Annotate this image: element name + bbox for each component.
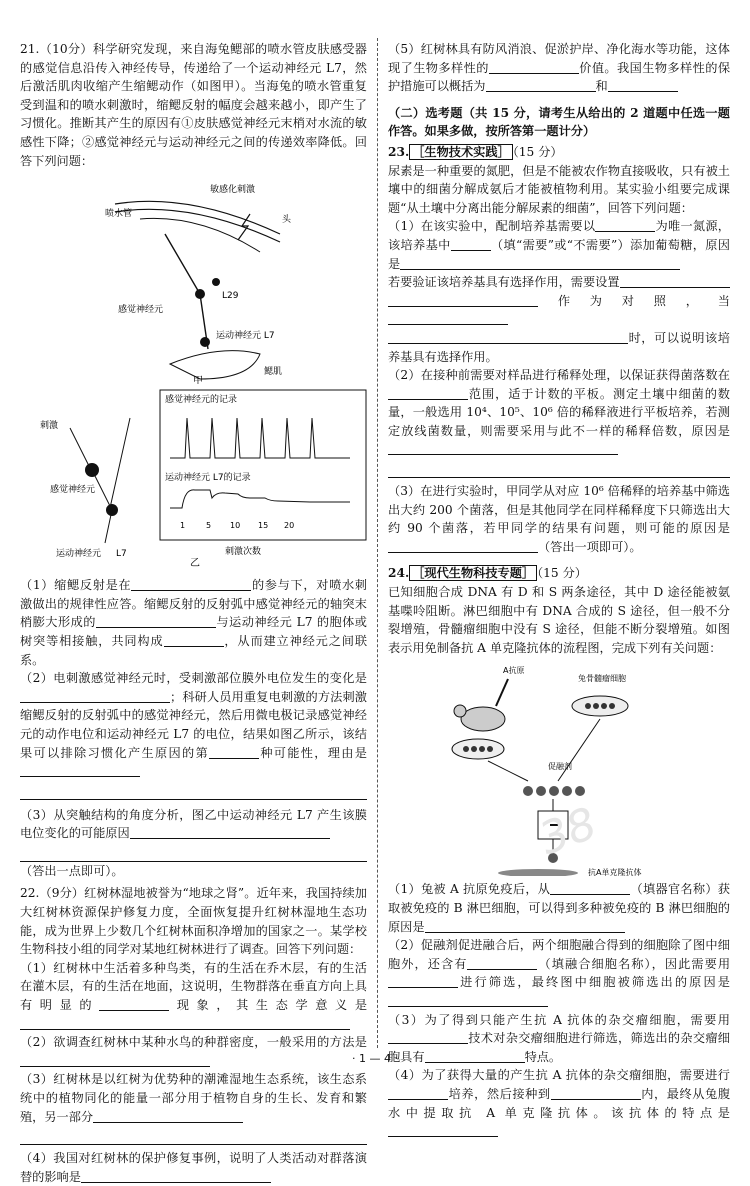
q23-blank-10[interactable] <box>388 539 538 553</box>
q24-s1a: （1）兔被 A 抗原免疫后，从 <box>388 882 551 897</box>
q23-stem: 尿素是一种重要的氮肥，但是不能被农作物直接吸收，只有被土壤中的细菌分解成氨后才能被植物利用。某实验小组要完成课题“从土壤中分离出能分解尿素的细菌”，回答下列问题： <box>388 163 730 215</box>
q22-s2a: （2）欲调查红树林中某种水鸟的种群密度，一般采用的方法是 <box>20 1035 367 1050</box>
q21-s2b: ；科研人员用重复电刺激的方法刺激缩鳃反射的反射弧中的感觉神经元，然后用微电极记录感觉神经元的动作电位和运动神经元 L7 的电位，结果如图乙所示，该结果可以排除习惯化产生原因的第 <box>20 689 367 760</box>
q24-s4b: 培养，然后接种到 <box>448 1086 551 1101</box>
q23-s1d: 若要验证该培养基具有选择作用，需要设置 <box>388 275 620 290</box>
q22-blank-8[interactable] <box>608 78 678 92</box>
fig2-xlabel: 刺激次数 <box>225 547 262 558</box>
fig2-caption: 乙 <box>190 558 200 569</box>
q21-s3b: （答出一点即可）。 <box>20 863 124 878</box>
q23-s1a: （1）在该实验中，配制培养基需要以 <box>388 219 596 234</box>
fig2-label-stim: 刺激 <box>40 421 59 432</box>
fig2-title-motor: 运动神经元 L7的记录 <box>165 473 251 484</box>
q24-number: 24. <box>388 566 410 581</box>
fig1-label-motor: 运动神经元 L7 <box>216 331 275 342</box>
q24-blank-8[interactable] <box>388 1086 448 1100</box>
fig2-tick-20: 20 <box>284 521 295 531</box>
q24-s1b: （填器官名称）获取被免疫的 B 淋巴细胞，可以得到多种被免疫的 B 淋巴细胞的原因是 <box>388 882 730 934</box>
q23-blank-2[interactable] <box>451 237 491 251</box>
q24-stem: 已知细胞合成 DNA 有 D 和 S 两条途径，其中 D 途径能被氨基喋呤阻断。淋巴细胞中有 DNA 合成的 S 途径，但一般不分裂增殖，骨髓瘤细胞中没有 S 途径，但能不断分裂增殖。如图表示用免制备抗 A 单克隆抗体的流程图，完成下列有关问题： <box>388 585 730 655</box>
q24-blank-2[interactable] <box>425 919 625 933</box>
fig2-title-sensory: 感觉神经元的记录 <box>165 395 238 406</box>
q23-blank-7[interactable] <box>388 330 628 344</box>
q23-s2a: （2）在接种前需要对样品进行稀释处理，以保证获得菌落数在 <box>388 368 730 383</box>
q23-number: 23. <box>388 144 410 159</box>
q21-s1b: 的参与下，对喷水刺激做出的规律性应答。缩鳃反射的反射弧中感觉神经元的轴突末梢膨大形成的 <box>20 578 367 630</box>
q24-blank-6[interactable] <box>388 1030 468 1044</box>
q22-s3a: （3）红树林是以红树为优势种的潮滩湿地生态系统，该生态系统中的植物同化的能量一部分用于植物自身的生长、发育和繁殖，另一部分 <box>20 1072 367 1124</box>
q22-s5c: 和 <box>595 79 608 94</box>
q21-figure-a <box>20 174 367 384</box>
q23-s1b: 为唯一氮源，该培养基中 <box>388 219 730 252</box>
q21-blank-5[interactable] <box>209 745 259 759</box>
fig2-label-motor: 运动神经元 <box>56 549 102 560</box>
fig1-caption: 甲 <box>193 376 203 385</box>
q23-s3b: （答出一项即可）。 <box>538 539 642 554</box>
q23-blank-4[interactable] <box>620 274 730 288</box>
q23-s2b: 范围，适于计数的平板。测定土壤中细菌的数量，一般选用 10⁴、10⁵、10⁶ 倍的稀释液进行平板培养，若测定放线菌数量，则需要采用与此不一样的稀释倍数，原因是 <box>388 386 730 438</box>
section-2-heading: （二）选考题（共 15 分，请考生从给出的 2 道题中任选一题作答。如果多做，按所答第一题计分） <box>388 105 730 139</box>
q23-blank-9[interactable] <box>388 441 618 455</box>
column-divider <box>377 38 378 1048</box>
q22-s1b: 现象，其生态学意义是 <box>169 998 368 1013</box>
page-number: · 1 — 4 · <box>352 1052 398 1065</box>
q23-blank-3[interactable] <box>400 256 680 270</box>
q22-s5b: 价值。我国生物多样性的保护措施可以概括为 <box>388 60 731 94</box>
q24-blank-10[interactable] <box>388 1123 498 1137</box>
q21-stem: 21.（10分）科学研究发现，来自海兔鳃部的喷水管皮肤感受器的感觉信息沿传入神经传导，传递给了一个运动神经元 L7，然后激活肌肉收缩产生缩鳃动作（如图甲）。当海兔的喷水管重复受到温和的喷水刺激时，缩鳃反射的幅度会越来越小，即产生了习惯化。推断其产生的原因有①皮肤感觉神经元末梢对水流的敏感性下降；②感觉神经元与运动神经元之间的传递效率降低。回答下列问题： <box>20 42 367 168</box>
watermark: 38 <box>532 797 604 866</box>
fig2-label-l7: L7 <box>116 549 127 560</box>
neural-circuit-diagram <box>20 174 367 384</box>
q24-s4c: 内，最终从兔腹水中提取抗 A 单克隆抗体。该抗体的特点是 <box>388 1086 731 1120</box>
q23-blank-5[interactable] <box>388 293 538 307</box>
q21-s1a: （1）缩鳃反射是在 <box>20 578 132 593</box>
q22-blank-2[interactable] <box>20 1016 350 1030</box>
q23-answer-line-1[interactable] <box>388 459 730 478</box>
q23-s1e: 作为对照，当 <box>538 293 730 308</box>
q22-s5a: （5）红树林具有防风消浪、促淤护岸、净化海水等功能，这体现了生物多样性的 <box>388 42 730 75</box>
q24-s3c: 特点。 <box>524 1049 562 1064</box>
q24-s3b: 技术对杂交瘤细胞进行筛选，筛选出的杂交瘤细胞具有 <box>388 1031 730 1064</box>
q24-blank-3[interactable] <box>467 956 537 970</box>
q24-blank-9[interactable] <box>551 1086 641 1100</box>
fig2-tick-1: 1 <box>180 521 186 531</box>
fig24-label-myeloma: 兔骨髓瘤细胞 <box>578 674 626 684</box>
q22-blank-6[interactable] <box>489 60 579 74</box>
q24-s4a: （4）为了获得大量的产生抗 A 抗体的杂交瘤细胞，需要进行 <box>388 1068 730 1083</box>
fig24-label-fusogen: 促融剂 <box>548 762 572 772</box>
q21-answer-line-1[interactable] <box>20 781 367 800</box>
q24-s2a: （2）促融剂促进融合后，两个细胞融合得到的细胞除了图中细胞外，还含有 <box>388 938 730 971</box>
q22-blank-7[interactable] <box>486 78 596 92</box>
q22-s4a: （4）我国对红树林的保护修复事例，说明了人类活动对群落演替的影响是 <box>20 1151 367 1184</box>
q21-figure-b <box>20 388 367 568</box>
left-column <box>20 40 367 1186</box>
q21-s3a: （3）从突触结构的角度分析，图乙中运动神经元 L7 产生该膜电位变化的可能原因 <box>20 807 367 841</box>
q22-blank-4[interactable] <box>93 1109 243 1123</box>
q24-tag: ［现代生物科技专题］ <box>409 565 537 581</box>
q22-blank-1[interactable] <box>99 997 169 1011</box>
q21-s2c: 种可能性，理由是 <box>259 745 367 760</box>
q24-score: （15 分） <box>537 566 587 581</box>
q21-s2a: （2）电刺激感觉神经元时，受刺激部位膜外电位发生的变化是 <box>20 671 367 686</box>
q21-blank-7[interactable] <box>130 825 330 839</box>
fig2-label-sensory: 感觉神经元 <box>50 485 96 496</box>
q21-answer-line-2[interactable] <box>20 843 367 862</box>
q21-blank-4[interactable] <box>20 689 170 703</box>
fig24-label-mab: 抗A单克隆抗体 <box>588 868 642 877</box>
q23-s1c: （填“需要”或“不需要”）添加葡萄糖，原因是 <box>388 237 730 271</box>
fig1-label-siphon: 喷水管 <box>105 209 133 220</box>
q23-blank-1[interactable] <box>595 218 655 232</box>
q21-blank-3[interactable] <box>164 633 224 647</box>
fig2-tick-10: 10 <box>230 521 241 531</box>
fig2-tick-15: 15 <box>258 521 269 531</box>
recording-chart <box>20 388 367 568</box>
q21-blank-2[interactable] <box>96 614 216 628</box>
fig24-label-antigen: A抗原 <box>503 666 525 676</box>
q24-s2b: （填融合细胞名称），因此需要用 <box>537 956 731 971</box>
q24-blank-1[interactable] <box>550 881 630 895</box>
q22-s1a: （1）红树林中生活着多种鸟类，有的生活在乔木层，有的生活在灌木层，有的生活在地面，这说明，生物群落在垂直方向上具有明显的 <box>20 960 367 1013</box>
q21-blank-1[interactable] <box>131 577 251 591</box>
q23-s3a: （3）在进行实验时，甲同学从对应 10⁶ 倍稀释的培养基中筛选出大约 200 个菌落，但是其他同学在同样稀释度下只筛选出大约 90 个菌落，若甲同学的结果有问题，则可能的原因是 <box>388 484 730 536</box>
q22-blank-5[interactable] <box>81 1169 271 1183</box>
right-column <box>388 40 730 1141</box>
q23-blank-8[interactable] <box>388 386 468 400</box>
fig1-label-head: 头 <box>282 215 292 226</box>
fig1-label-stim: 敏感化刺激 <box>210 185 256 196</box>
q22-answer-line-1[interactable] <box>20 1126 367 1145</box>
q21-s1c: 与运动神经元 L7 的胞体或树突等相接触，共同构成 <box>20 615 367 648</box>
fig1-label-l29: L29 <box>222 291 239 302</box>
q23-score: （15 分） <box>512 144 563 159</box>
fig2-tick-5: 5 <box>206 521 212 531</box>
q24-s2c: 进行筛选，最终图中细胞被筛选出的原因是 <box>458 975 730 990</box>
q24-blank-4[interactable] <box>388 974 458 988</box>
q21-s1d: ，从而建立神经元之间联系。 <box>20 633 367 667</box>
q22-stem: 22.（9分）红树林湿地被誉为“地球之肾”。近年来，我国持续加大红树林资源保护修复力度，全面恢复提升红树林湿地生态功能，成为世界上少数几个红树林面积净增加的国家之一。某学校生物科技小组的同学对某地红树林进行了调查。回答下列问题： <box>20 886 367 957</box>
fig1-label-gill: 鳃肌 <box>264 367 283 378</box>
q21-blank-6[interactable] <box>20 763 140 777</box>
q23-tag: ［生物技术实践］ <box>409 144 513 160</box>
q24-blank-5[interactable] <box>388 993 548 1007</box>
q23-blank-6[interactable] <box>388 311 508 325</box>
q24-s3a: （3）为了得到只能产生抗 A 抗体的杂交瘤细胞，需要用 <box>388 1012 730 1027</box>
fig1-label-sensory: 感觉神经元 <box>118 305 164 316</box>
q23-s1f: 时，可以说明该培养基具有选择作用。 <box>388 330 730 364</box>
